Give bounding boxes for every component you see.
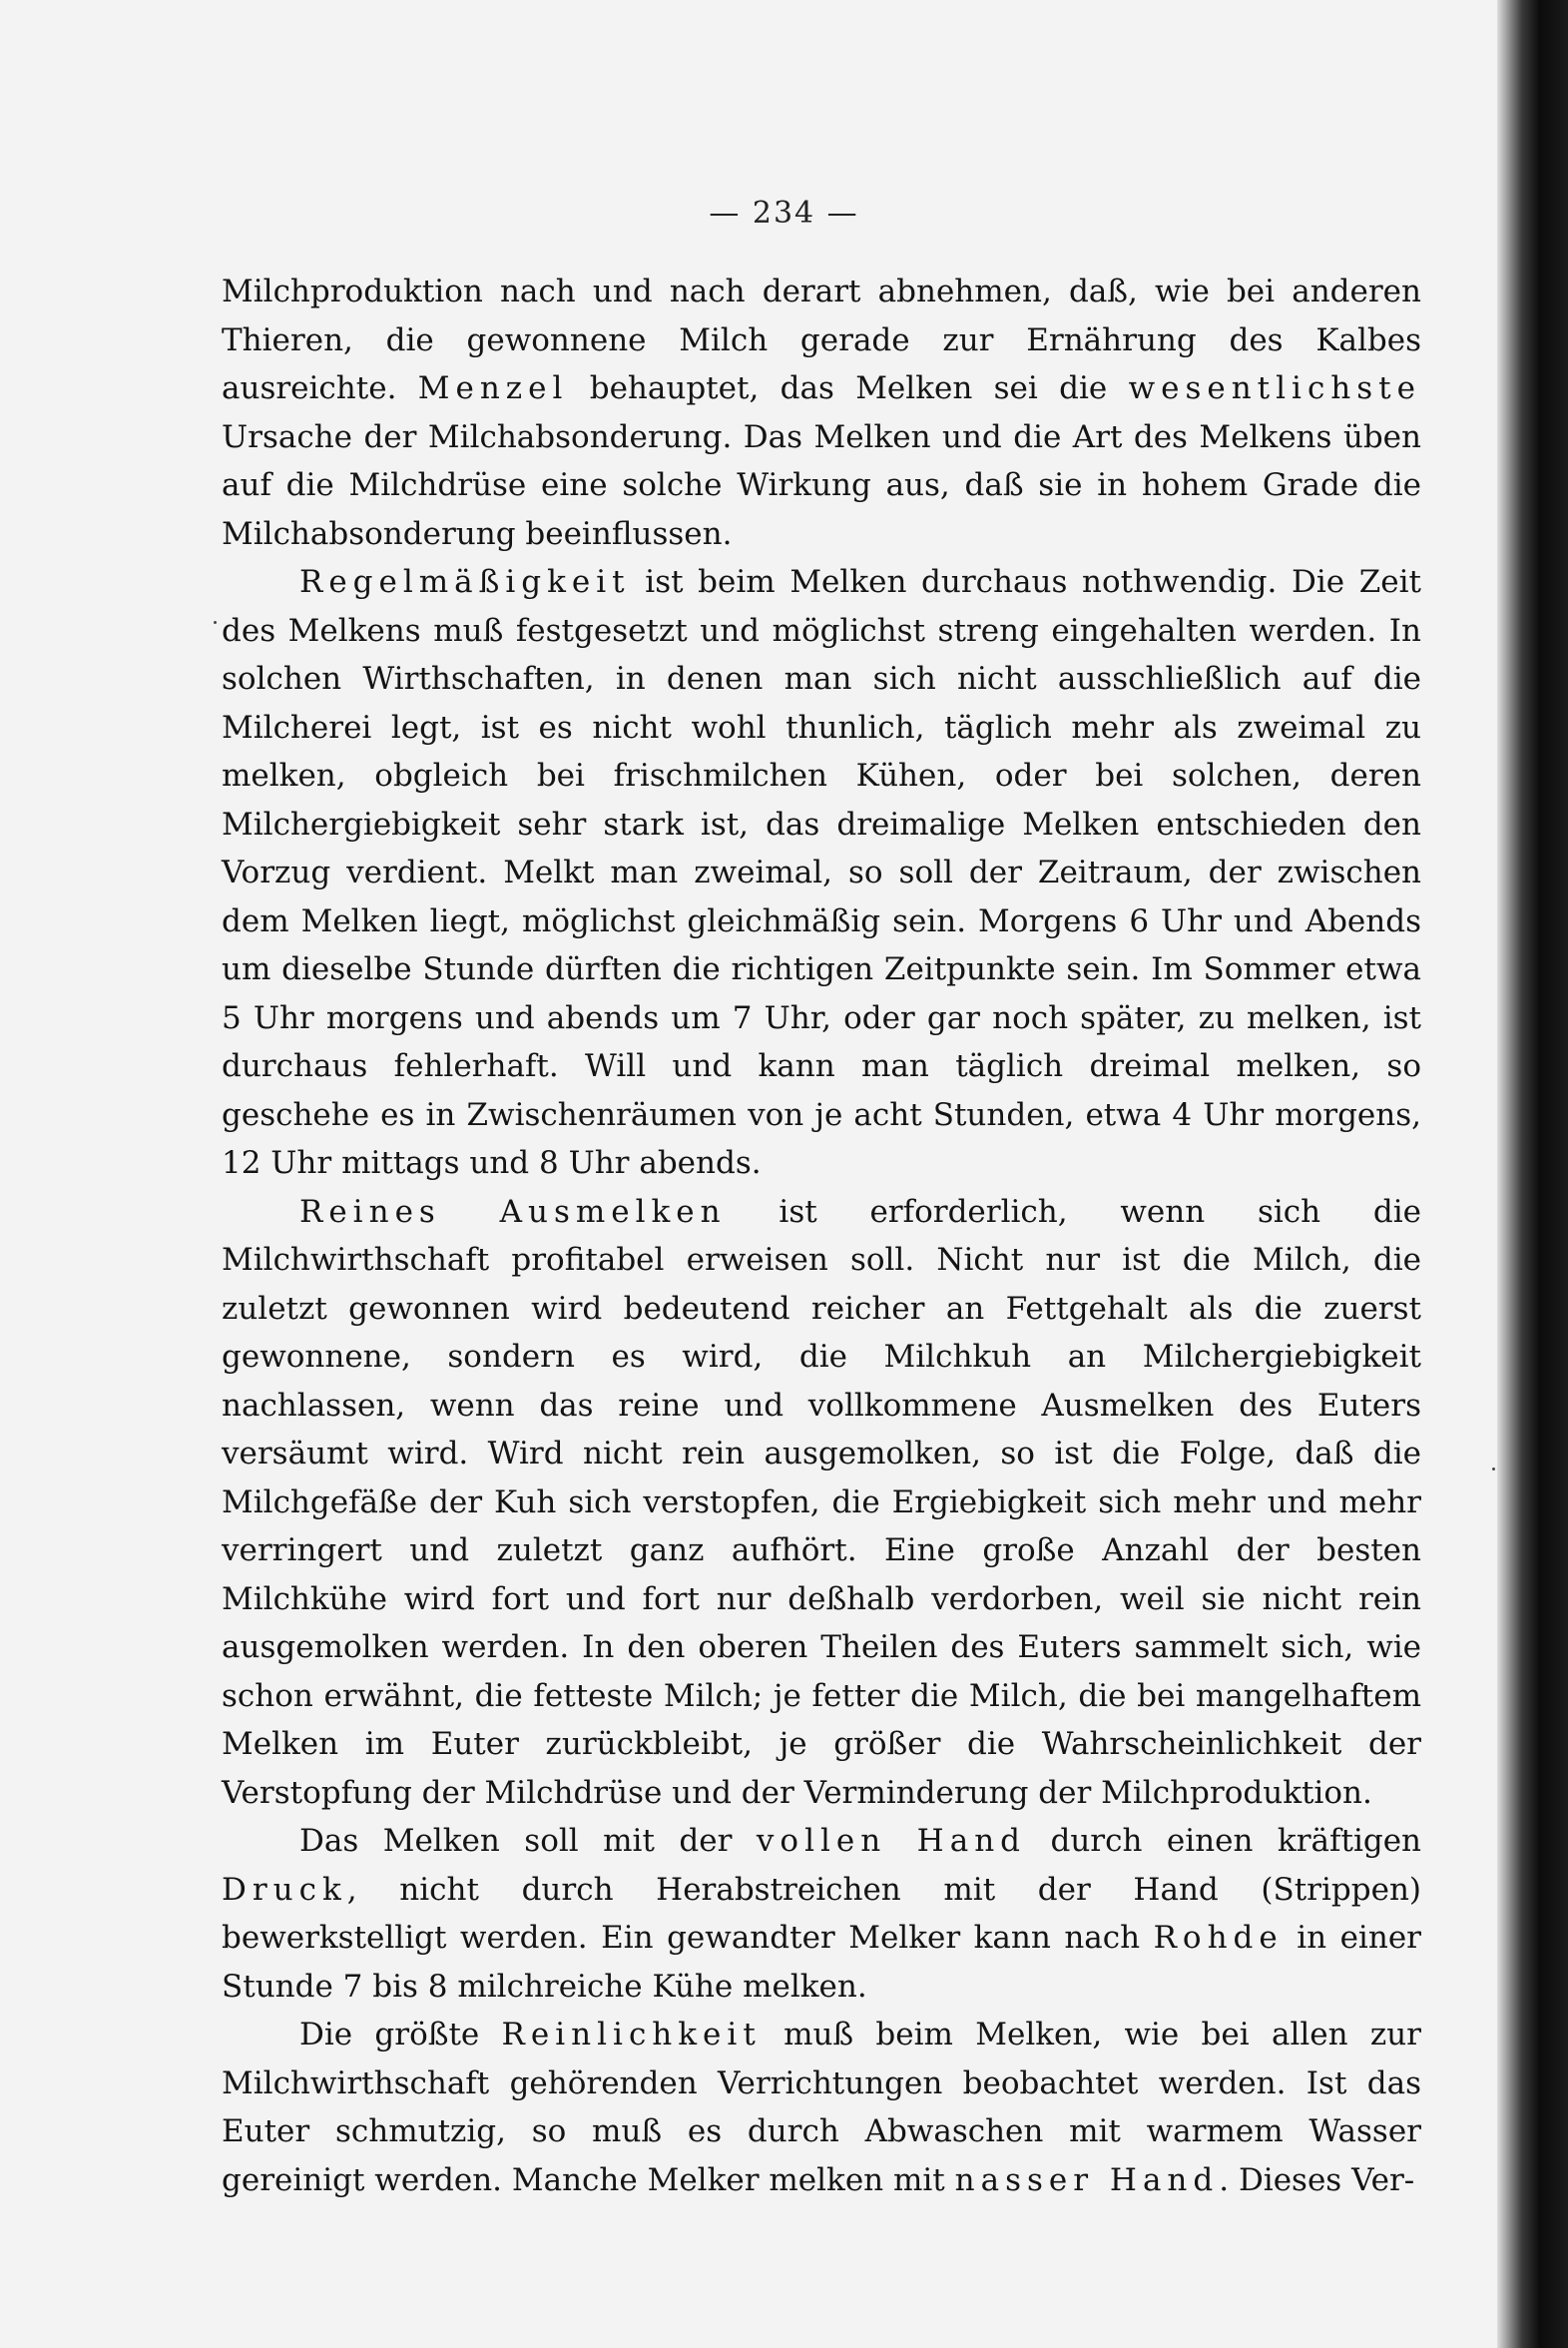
paragraph-text: in einer Stunde 7 bis 8 milchreiche Kühe melken. [222, 1920, 1421, 2005]
paragraph [222, 1188, 1421, 1818]
paragraph [222, 268, 1421, 558]
paragraph-text: ist erforderlich, wenn sich die Milchwirthschaft profitabel erweisen soll. Nicht nur ist die Milch, die zuletzt gewonnen wird bedeutend reicher an Fettgehalt als die zuerst gewonnene, sondern es wird, die Milchkuh an Milchergiebigkeit nachlassen, wenn das reine und vollkommene Ausmelken des Euters versäumt wird. Wird nicht rein ausgemolken, so ist die Folge, daß die Milchgefäße der Kuh sich verstopfen, die Ergiebigkeit sich mehr und mehr verringert und zuletzt ganz aufhört. Eine große Anzahl der besten Milchkühe wird fort und fort nur deßhalb verdorben, weil sie nicht rein ausgemolken werden. In den oberen Theilen des Euters sammelt sich, wie schon erwähnt, die fetteste Milch; je fetter die Milch, die bei mangelhaftem Melken im Euter zurückbleibt, je größer die Wahrscheinlichkeit der Verstopfung der Milchdrüse und der Verminderung der Milchproduktion. [222, 1193, 1422, 1811]
paragraph-text: Das Melken soll mit der [299, 1823, 757, 1859]
paragraph [222, 558, 1421, 1188]
emphasized-text: Reines Ausmelken [299, 1193, 727, 1230]
emphasized-text: Rohde [1153, 1920, 1284, 1956]
paragraph-text: . Dieses Ver- [1219, 2161, 1415, 2198]
emphasized-text: vollen Hand [756, 1823, 1027, 1859]
scan-speck [1492, 1468, 1495, 1470]
paragraph-text: muß beim Melken, wie bei allen zur Milchwirthschaft gehörenden Verrichtungen beobachtet werden. Ist das Euter schmutzig, so muß es durch Abwaschen mit warmem Wasser gereinigt werden. Manche Melker melken mit [222, 2017, 1421, 2198]
paragraph-text: ist beim Melken durchaus nothwendig. Die Zeit des Melkens muß festgesetzt und möglichst streng eingehalten werden. In solchen Wirthschaften, in denen man sich nicht ausschließlich auf die Milcherei legt, ist es nicht wohl thunlich, täglich mehr als zweimal zu melken, obgleich bei frischmilchen Kühen, oder bei solchen, deren Milchergiebigkeit sehr stark ist, das dreimalige Melken entschieden den Vorzug verdient. Melkt man zweimal, so soll der Zeitraum, der zwischen dem Melken liegt, möglichst gleichmäßig sein. Morgens 6 Uhr und Abends um dieselbe Stunde dürften die richtigen Zeitpunkte sein. Im Sommer etwa 5 Uhr morgens und abends um 7 Uhr, oder gar noch später, zu melken, ist durchaus fehlerhaft. Will und kann man täglich dreimal melken, so geschehe es in Zwischenräumen von je acht Stunden, etwa 4 Uhr morgens, 12 Uhr mittags und 8 Uhr abends. [222, 564, 1421, 1181]
paragraph-text: durch einen kräftigen [1026, 1823, 1422, 1859]
paragraph-text: , nicht durch Herabstreichen mit der Hand (Strippen) bewerkstelligt werden. Ein gewandter Melker kann nach [222, 1871, 1421, 1956]
scan-speck [214, 621, 217, 624]
body-text [222, 268, 1421, 2204]
page-number: — 234 — [709, 196, 859, 231]
paragraph [222, 1817, 1421, 2011]
paragraph-text: Ursache der Milchabsonderung. Das Melken und die Art des Melkens üben auf die Milchdrüse eine solche Wirkung aus, daß sie in hohem Grade die Milchabsonderung beeinflussen. [222, 418, 1421, 552]
paragraph-text: behauptet, das Melken sei die [568, 370, 1129, 406]
emphasized-text: Regelmäßigkeit [299, 564, 631, 600]
emphasized-text: Menzel [417, 370, 569, 406]
scan-binding-edge [1497, 0, 1568, 2348]
emphasized-text: wesentlichste [1128, 370, 1421, 406]
paragraph [222, 2011, 1421, 2204]
emphasized-text: Druck [222, 1871, 347, 1908]
emphasized-text: nasser Hand [954, 2161, 1220, 2198]
paragraph-text: Die größte [299, 2017, 502, 2053]
emphasized-text: Reinlichkeit [501, 2017, 762, 2053]
paragraph-text: Milchproduktion nach und nach derart abnehmen, daß, wie bei anderen Thieren, die gewonnene Milch gerade zur Ernährung des Kalbes ausreichte. [222, 274, 1421, 406]
